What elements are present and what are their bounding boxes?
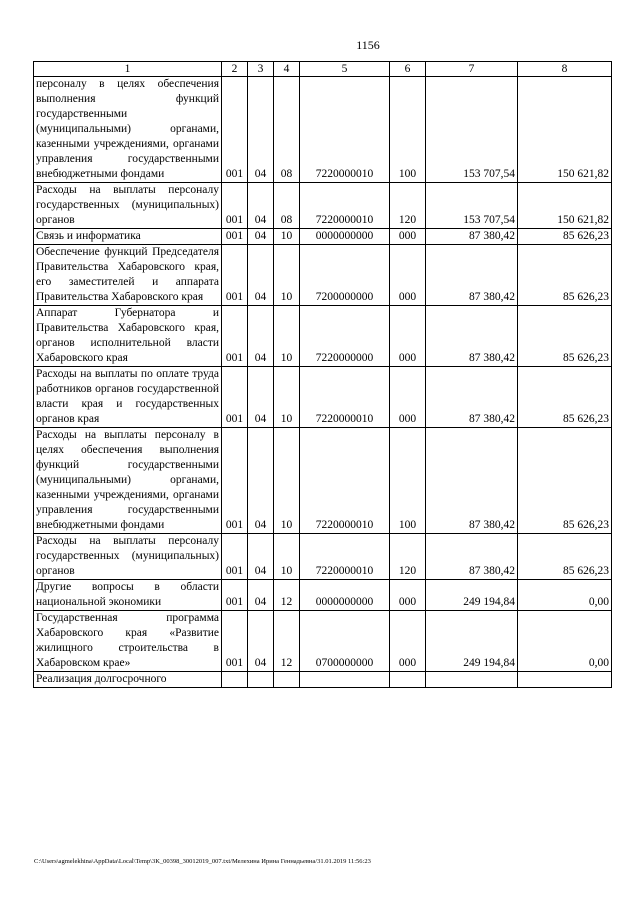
row-description: Реализация долгосрочного [34,672,222,688]
cell-planned: 249 194,84 [426,611,518,672]
cell-executed: 0,00 [518,580,612,611]
header-cell: 8 [518,62,612,77]
cell-expense-type: 000 [390,306,426,367]
cell-section [248,672,274,688]
cell-planned: 87 380,42 [426,245,518,306]
table-row [34,428,612,534]
cell-expense-type: 000 [390,245,426,306]
cell-ministry: 001 [222,229,248,245]
cell-section: 04 [248,611,274,672]
cell-subsection: 10 [274,229,300,245]
cell-section: 04 [248,183,274,229]
cell-subsection: 12 [274,611,300,672]
cell-subsection: 10 [274,367,300,428]
cell-target-article: 7220000010 [300,428,390,534]
cell-target-article: 7220000000 [300,306,390,367]
table-row [34,245,612,306]
table-row [34,580,612,611]
cell-target-article: 0000000000 [300,229,390,245]
header-cell: 6 [390,62,426,77]
cell-ministry: 001 [222,611,248,672]
header-cell: 5 [300,62,390,77]
cell-planned: 153 707,54 [426,77,518,183]
cell-executed: 85 626,23 [518,245,612,306]
cell-section: 04 [248,229,274,245]
cell-planned: 87 380,42 [426,306,518,367]
cell-target-article [300,672,390,688]
header-cell: 4 [274,62,300,77]
cell-ministry: 001 [222,77,248,183]
cell-ministry [222,672,248,688]
cell-target-article: 7220000010 [300,534,390,580]
cell-section: 04 [248,534,274,580]
cell-executed: 85 626,23 [518,306,612,367]
cell-executed: 85 626,23 [518,428,612,534]
table-row [34,611,612,672]
cell-planned: 249 194,84 [426,580,518,611]
row-description: Связь и информатика [34,229,222,245]
cell-executed [518,672,612,688]
cell-section: 04 [248,428,274,534]
cell-subsection: 10 [274,534,300,580]
cell-expense-type: 000 [390,611,426,672]
cell-expense-type: 120 [390,183,426,229]
row-description: Государственная программа Хабаровского края «Развитие жилищного строительства в Хабаровском крае» [34,611,222,672]
cell-section: 04 [248,77,274,183]
row-description: Расходы на выплаты по оплате труда работников органов государственной власти края и государственных органов края [34,367,222,428]
cell-target-article: 7220000010 [300,183,390,229]
cell-expense-type: 100 [390,77,426,183]
header-row [34,62,612,77]
row-description: персоналу в целях обеспечения выполнения функций государственными (муниципальными) органами, казенными учреждениями, органами управления государственными внебюджетными фондами [34,77,222,183]
cell-section: 04 [248,306,274,367]
cell-section: 04 [248,367,274,428]
cell-executed: 0,00 [518,611,612,672]
cell-subsection: 08 [274,77,300,183]
table-row [34,77,612,183]
cell-target-article: 7220000010 [300,77,390,183]
row-description: Другие вопросы в области национальной экономики [34,580,222,611]
cell-expense-type: 000 [390,580,426,611]
cell-target-article: 7220000010 [300,367,390,428]
cell-ministry: 001 [222,534,248,580]
cell-expense-type: 000 [390,367,426,428]
table-row [34,229,612,245]
page-number: 1156 [356,38,380,52]
row-description: Расходы на выплаты персоналу государственных (муниципальных) органов [34,183,222,229]
table-row [34,306,612,367]
cell-executed: 85 626,23 [518,534,612,580]
cell-section: 04 [248,580,274,611]
table-row [34,367,612,428]
row-description: Аппарат Губернатора и Правительства Хабаровского края, органов исполнительной власти Хабаровского края [34,306,222,367]
cell-target-article: 7200000000 [300,245,390,306]
cell-subsection: 08 [274,183,300,229]
header-cell: 2 [222,62,248,77]
cell-planned: 87 380,42 [426,229,518,245]
cell-executed: 150 621,82 [518,77,612,183]
cell-executed: 85 626,23 [518,367,612,428]
budget-table [33,61,612,688]
cell-target-article: 0700000000 [300,611,390,672]
file-path-footer: C:\Users\agmelekhina\AppData\Local\Temp\3K_00398_30012019_007.txt/Мелехина Ирина Геннадьевна/31.01.2019 11:56:23 [34,858,371,865]
cell-expense-type: 100 [390,428,426,534]
cell-section: 04 [248,245,274,306]
cell-executed: 85 626,23 [518,229,612,245]
cell-subsection: 10 [274,245,300,306]
cell-expense-type [390,672,426,688]
cell-subsection [274,672,300,688]
cell-subsection: 12 [274,580,300,611]
cell-planned: 87 380,42 [426,534,518,580]
header-cell: 1 [34,62,222,77]
cell-expense-type: 000 [390,229,426,245]
row-description: Расходы на выплаты персоналу в целях обеспечения выполнения функций государственными (муниципальными) органами, казенными учреждениями, органами управления государственными внебюджетными фондами [34,428,222,534]
cell-subsection: 10 [274,428,300,534]
table-row [34,534,612,580]
cell-subsection: 10 [274,306,300,367]
cell-ministry: 001 [222,245,248,306]
table-row [34,672,612,688]
cell-ministry: 001 [222,183,248,229]
cell-ministry: 001 [222,306,248,367]
cell-target-article: 0000000000 [300,580,390,611]
table-row [34,183,612,229]
cell-ministry: 001 [222,580,248,611]
header-cell: 7 [426,62,518,77]
cell-executed: 150 621,82 [518,183,612,229]
cell-ministry: 001 [222,428,248,534]
row-description: Расходы на выплаты персоналу государственных (муниципальных) органов [34,534,222,580]
cell-planned: 87 380,42 [426,367,518,428]
cell-planned: 153 707,54 [426,183,518,229]
cell-planned: 87 380,42 [426,428,518,534]
cell-ministry: 001 [222,367,248,428]
cell-planned [426,672,518,688]
header-cell: 3 [248,62,274,77]
cell-expense-type: 120 [390,534,426,580]
row-description: Обеспечение функций Председателя Правительства Хабаровского края, его заместителей и аппарата Правительства Хабаровского края [34,245,222,306]
